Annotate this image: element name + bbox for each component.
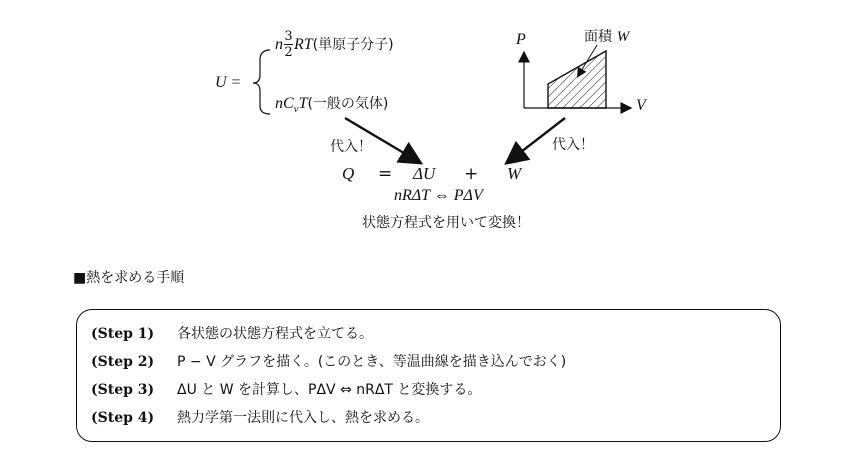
step-row [91,323,373,343]
step-label: (Step 1) [91,326,155,342]
step-label: (Step 4) [91,410,155,426]
eq-equals: = [378,164,393,184]
step-row [91,379,481,399]
substitute-left-label: 代入！ [330,139,372,155]
section-heading: ■熱を求める手順 [73,270,185,286]
relation: nRΔT ⇔ PΔV [394,187,483,204]
u-case-monatomic: n $\frac{3}{2}$ RT(単原子分子) [275,29,394,60]
step-text: ΔU と W を計算し、PΔV ⇔ nRΔT と変換する。 [177,382,482,398]
step-label: (Step 2) [91,354,155,370]
work-area [548,51,606,108]
step-label: (Step 3) [91,382,155,398]
p-axis-label: P [516,31,526,48]
substitute-right-label: 代入！ [552,137,594,153]
eq-w: W [507,164,522,183]
relation-note: 状態方程式を用いて変換！ [362,215,530,231]
step-text: P − V グラフを描く。(このとき、等温曲線を描き込んでおく) [177,354,567,370]
u-lhs: U = [215,74,242,91]
area-label: 面積 W [584,29,630,45]
eq-q: Q [342,164,355,183]
step-row [91,407,429,427]
step-row [91,351,566,371]
left-brace [253,50,270,114]
v-axis-label: V [636,97,646,114]
step-text: 熱力学第一法則に代入し、熱を求める。 [177,410,429,426]
step-text: 各状態の状態方程式を立てる。 [177,326,373,342]
eq-delta-u: ΔU [413,164,436,183]
u-case-general: $nC_vT$(一般の気体) [275,95,389,116]
eq-plus: + [464,164,479,184]
